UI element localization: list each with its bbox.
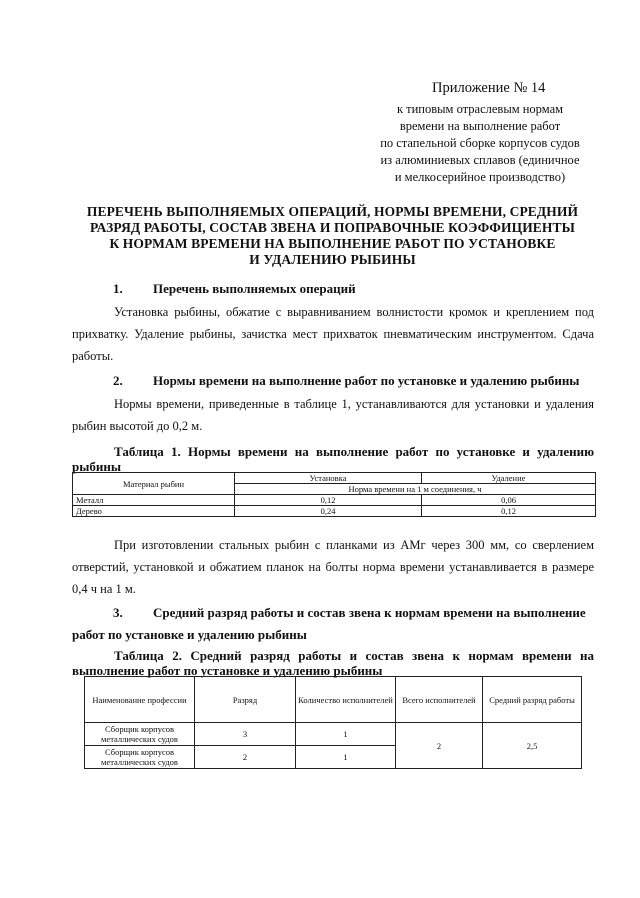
section2-title: Нормы времени на выполнение работ по установке и удалению рыбины [153, 373, 580, 388]
table1-cell-remove: 0,06 [422, 495, 596, 506]
table-row [73, 506, 596, 517]
appendix-reference-line: времени на выполнение работ [399, 119, 561, 133]
table1-header-unit: Норма времени на 1 м соединения, ч [235, 484, 596, 495]
table1-header-material: Материал рыбин [73, 473, 235, 495]
table2-caption: Таблица 2. Средний разряд работы и состав звена к нормам времени на выполнение работ по установке и удалению рыбины [72, 648, 594, 678]
title-line: РАЗРЯД РАБОТЫ, СОСТАВ ЗВЕНА И ПОПРАВОЧНЫЕ КОЭФФИЦИЕНТЫ [90, 220, 575, 235]
table2-cell-count: 1 [296, 746, 396, 769]
appendix-reference-line: из алюминиевых сплавов (единичное [380, 153, 580, 167]
table1-cell-install: 0,24 [235, 506, 422, 517]
section1-title: Перечень выполняемых операций [153, 281, 356, 296]
table-row [73, 495, 596, 506]
table2-cell-total: 2 [396, 723, 483, 769]
table1 [72, 472, 596, 517]
table2-cell-profession: Сборщик корпусов металлических судов [85, 746, 195, 769]
table1-cell-material: Дерево [73, 506, 235, 517]
section1-text: Установка рыбины, обжатие с выравниванием волнистости кромок и креплением под прихватку. Удаление рыбины, зачистка мест прихваток пневматическим инструментом. Сдача работы. [72, 305, 594, 363]
table2-cell-profession: Сборщик корпусов металлических судов [85, 723, 195, 746]
appendix-reference-line: к типовым отраслевым нормам [396, 102, 564, 116]
section3-title-line2: работ по установке и удалению рыбины [72, 627, 307, 642]
section3-heading [72, 602, 596, 646]
appendix-reference-line: по стапельной сборке корпусов судов [380, 136, 580, 150]
document-title [70, 204, 595, 268]
table1-header-install: Установка [235, 473, 422, 484]
note-text: При изготовлении стальных рыбин с планками из АМг через 300 мм, со сверлением отверстий, установкой и обжатием планок на болты норма времени устанавливается в размере 0,4 ч на 1 м. [72, 538, 594, 596]
table2-cell-grade: 2 [195, 746, 296, 769]
table1-cell-install: 0,12 [235, 495, 422, 506]
table2-header-grade: Разряд [195, 677, 296, 723]
section2-text: Нормы времени, приведенные в таблице 1, устанавливаются для установки и удаления рыбин высотой до 0,2 м. [72, 397, 594, 433]
table1-cell-material: Металл [73, 495, 235, 506]
section1-heading [113, 281, 356, 297]
table2-header-average: Средний разряд работы [483, 677, 582, 723]
table1-caption: Таблица 1. Нормы времени на выполнение работ по установке и удалению рыбины [72, 444, 594, 474]
appendix-reference-line: и мелкосерийное производство) [394, 170, 566, 184]
section3-number: 3. [113, 605, 123, 620]
table-row [85, 723, 582, 746]
title-line: ПЕРЕЧЕНЬ ВЫПОЛНЯЕМЫХ ОПЕРАЦИЙ, НОРМЫ ВРЕМЕНИ, СРЕДНИЙ [86, 204, 579, 219]
table2-header-count: Количество исполнителей [296, 677, 396, 723]
section2-heading [113, 373, 579, 389]
table1-header-remove: Удаление [422, 473, 596, 484]
section1-number: 1. [113, 281, 123, 296]
title-line: И УДАЛЕНИЮ РЫБИНЫ [249, 252, 416, 267]
table2-cell-grade: 3 [195, 723, 296, 746]
table2-header-total: Всего исполнителей [396, 677, 483, 723]
title-line: К НОРМАМ ВРЕМЕНИ НА ВЫПОЛНЕНИЕ РАБОТ ПО УСТАНОВКЕ [109, 236, 556, 251]
appendix-number: Приложение № 14 [432, 80, 546, 96]
section2-number: 2. [113, 373, 123, 388]
table2-header-profession: Наименование профессии [85, 677, 195, 723]
table1-cell-remove: 0,12 [422, 506, 596, 517]
table2-cell-count: 1 [296, 723, 396, 746]
section3-title-line1: Средний разряд работы и состав звена к нормам времени на выполнение [153, 605, 586, 620]
table2-cell-average: 2,5 [483, 723, 582, 769]
table2 [84, 676, 582, 769]
appendix-reference [370, 101, 590, 186]
